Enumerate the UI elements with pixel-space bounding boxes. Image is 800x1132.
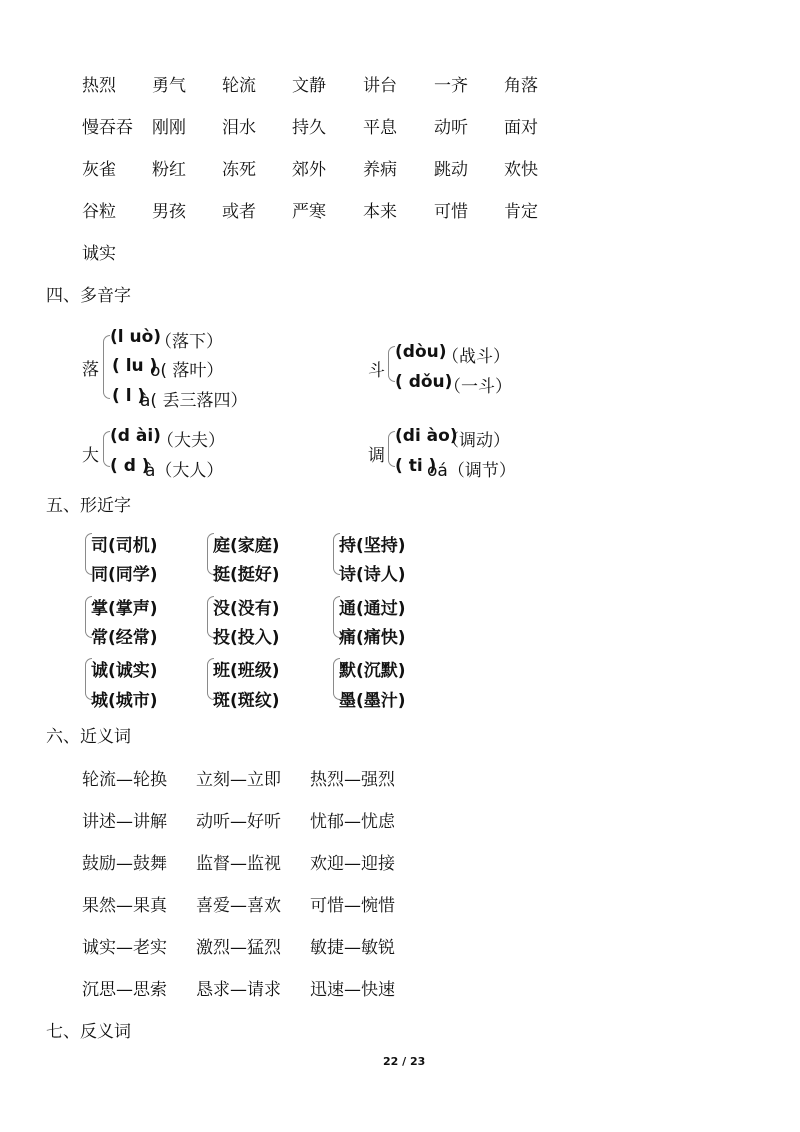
pinyin: ( l ) (112, 386, 146, 406)
vocab-word: 一齐 (434, 76, 468, 96)
vocab-word: 男孩 (152, 202, 186, 222)
pinyin: ( d ) (110, 456, 150, 476)
polyphone-char: 大 (82, 446, 99, 466)
synonym-pair: 忧郁—忧虑 (310, 812, 395, 832)
similar-char: 没(没有) (213, 599, 280, 619)
example-word: （调动） (442, 431, 510, 451)
similar-char: 班(班级) (213, 661, 280, 681)
synonym-pair: 讲述—讲解 (82, 812, 167, 832)
vocab-word: 跳动 (434, 160, 468, 180)
vocab-word: 轮流 (222, 76, 256, 96)
section-heading-similar-chars: 五、形近字 (46, 496, 131, 516)
brace (103, 431, 110, 467)
polyphone-char: 落 (82, 360, 99, 380)
vocab-word: 角落 (504, 76, 538, 96)
brace (388, 346, 395, 382)
brace (388, 431, 395, 467)
example-word: à（大人） (145, 461, 224, 481)
synonym-pair: 欢迎—迎接 (310, 854, 395, 874)
example-word: （一斗） (444, 377, 512, 397)
similar-char: 斑(斑纹) (213, 691, 280, 711)
similar-char: 司(司机) (91, 536, 158, 556)
similar-char: 庭(家庭) (213, 536, 280, 556)
similar-char: 掌(掌声) (91, 599, 158, 619)
vocab-word: 文静 (292, 76, 326, 96)
example-word: （落下） (155, 332, 223, 352)
vocab-word: 刚刚 (152, 118, 186, 138)
section-heading-polyphones: 四、多音字 (46, 286, 131, 306)
pinyin: ( dǒu) (395, 372, 453, 392)
pinyin: (dòu) (395, 342, 447, 362)
similar-char: 常(经常) (91, 628, 158, 648)
vocab-word: 冻死 (222, 160, 256, 180)
similar-char: 默(沉默) (339, 661, 406, 681)
similar-char: 痛(痛快) (339, 628, 406, 648)
vocab-word: 热烈 (82, 76, 116, 96)
vocab-word: 动听 (434, 118, 468, 138)
vocab-word: 本来 (363, 202, 397, 222)
similar-char: 投(投入) (213, 628, 280, 648)
example-word: （战斗） (442, 347, 510, 367)
synonym-pair: 沉思—思索 (82, 980, 167, 1000)
example-word: oá（调节） (427, 461, 516, 481)
pinyin: ( lu ) (112, 356, 158, 376)
vocab-word: 慢吞吞 (82, 118, 133, 138)
vocab-word: 或者 (222, 202, 256, 222)
vocab-word: 平息 (363, 118, 397, 138)
vocab-word: 面对 (504, 118, 538, 138)
vocab-word: 郊外 (292, 160, 326, 180)
example-word: ò( 落叶） (150, 361, 224, 381)
synonym-pair: 恳求—请求 (196, 980, 281, 1000)
vocab-word: 欢快 (504, 160, 538, 180)
synonym-pair: 监督—监视 (196, 854, 281, 874)
synonym-pair: 轮流—轮换 (82, 770, 167, 790)
vocab-word: 讲台 (363, 76, 397, 96)
synonym-pair: 动听—好听 (196, 812, 281, 832)
similar-char: 同(同学) (91, 565, 158, 585)
pinyin: (d ài) (110, 426, 161, 446)
similar-char: 持(坚持) (339, 536, 406, 556)
synonym-pair: 热烈—强烈 (310, 770, 395, 790)
section-heading-synonyms: 六、近义词 (46, 727, 131, 747)
example-word: （大夫） (157, 431, 225, 451)
vocab-word: 严寒 (292, 202, 326, 222)
synonym-pair: 果然—果真 (82, 896, 167, 916)
vocab-word: 勇气 (152, 76, 186, 96)
similar-char: 挺(挺好) (213, 565, 280, 585)
brace (103, 335, 110, 399)
similar-char: 诚(诚实) (91, 661, 158, 681)
vocab-word: 灰雀 (82, 160, 116, 180)
pinyin: (l uò) (110, 327, 162, 347)
vocab-word: 可惜 (434, 202, 468, 222)
page-number: 22 / 23 (383, 1055, 426, 1068)
synonym-pair: 迅速—快速 (310, 980, 395, 1000)
synonym-pair: 敏捷—敏锐 (310, 938, 395, 958)
section-heading-antonyms: 七、反义词 (46, 1022, 131, 1042)
pinyin: (di ào) (395, 426, 458, 446)
polyphone-char: 斗 (368, 361, 385, 381)
pinyin: ( ti ) (395, 456, 437, 476)
synonym-pair: 喜爱—喜欢 (196, 896, 281, 916)
vocab-word: 粉红 (152, 160, 186, 180)
vocab-word: 肯定 (504, 202, 538, 222)
vocab-word: 谷粒 (82, 202, 116, 222)
synonym-pair: 可惜—惋惜 (310, 896, 395, 916)
example-word: à( 丢三落四） (140, 391, 248, 411)
vocab-word: 诚实 (82, 244, 116, 264)
vocab-word: 持久 (292, 118, 326, 138)
synonym-pair: 鼓励—鼓舞 (82, 854, 167, 874)
similar-char: 墨(墨汁) (339, 691, 406, 711)
vocab-word: 养病 (363, 160, 397, 180)
vocab-word: 泪水 (222, 118, 256, 138)
similar-char: 城(城市) (91, 691, 158, 711)
similar-char: 诗(诗人) (339, 565, 406, 585)
polyphone-char: 调 (368, 446, 385, 466)
synonym-pair: 诚实—老实 (82, 938, 167, 958)
synonym-pair: 立刻—立即 (196, 770, 281, 790)
synonym-pair: 激烈—猛烈 (196, 938, 281, 958)
similar-char: 通(通过) (339, 599, 406, 619)
